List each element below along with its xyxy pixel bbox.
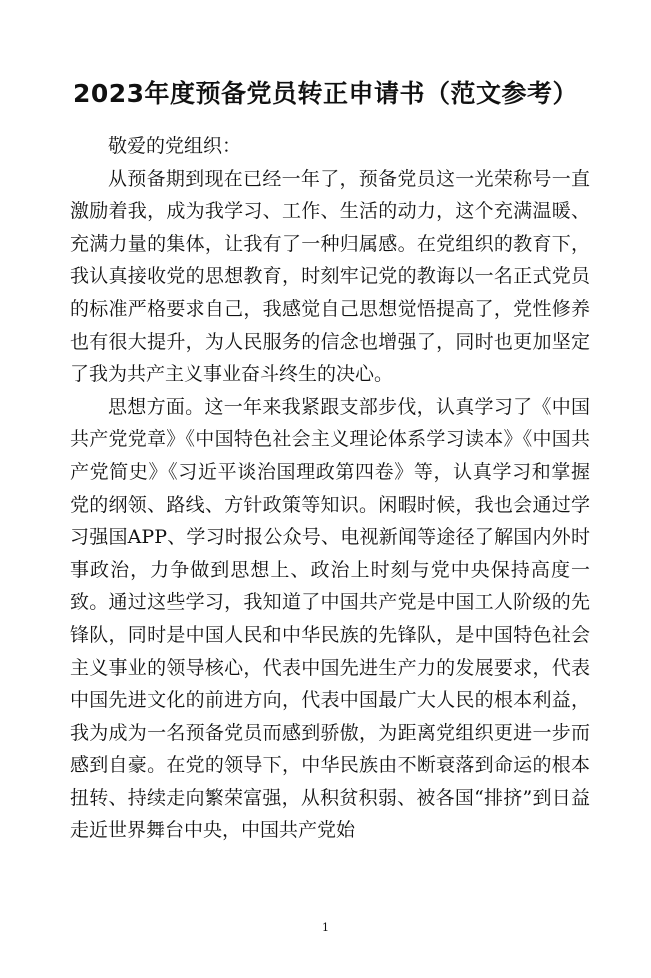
document-title: 2023年度预备党员转正申请书（范文参考） xyxy=(72,79,579,108)
paragraph-intro: 从预备期到现在已经一年了，预备党员这一光荣称号一直激励着我，成为我学习、工作、生活的动力，这个充满温暖、充满力量的集体，让我有了一种归属感。在党组织的教育下，我认真接收党的思想教育，时刻牢记党的教诲以一名正式党员的标准严格要求自己，我感觉自己思想觉悟提高了，党性修养也有很大提升，为人民服务的信念也增强了，同时也更加坚定了我为共产主义事业奋斗终生的决心。 xyxy=(70,167,590,386)
salutation: 敬爱的党组织： xyxy=(108,135,242,157)
paragraph-ideology: 思想方面。这一年来我紧跟支部步伐，认真学习了《中国共产党党章》《中国特色社会主义理论体系学习读本》《中国共产党简史》《习近平谈治国理政第四卷》等，认真学习和掌握党的纲领、路线、方针政策等知识。闲暇时候，我也会通过学习强国APP、学习时报公众号、电视新闻等途径了解国内外时事政治，力争做到思想上、政治上时刻与党中央保持高度一致。通过这些学习，我知道了中国共产党是中国工人阶级的先锋队，同时是中国人民和中华民族的先锋队，是中国特色社会主义事业的领导核心，代表中国先进生产力的发展要求，代表中国先进文化的前进方向，代表中国最广大人民的根本利益，我为成为一名预备党员而感到骄傲，为距离党组织更进一步而感到自豪。在党的领导下，中华民族由不断衰落到命运的根本扭转、持续走向繁荣富强，从积贫积弱、被各国“排挤”到日益走近世界舞台中央，中国共产党始 xyxy=(70,395,590,842)
document-body xyxy=(70,130,590,847)
page-number: 1 xyxy=(322,921,329,934)
